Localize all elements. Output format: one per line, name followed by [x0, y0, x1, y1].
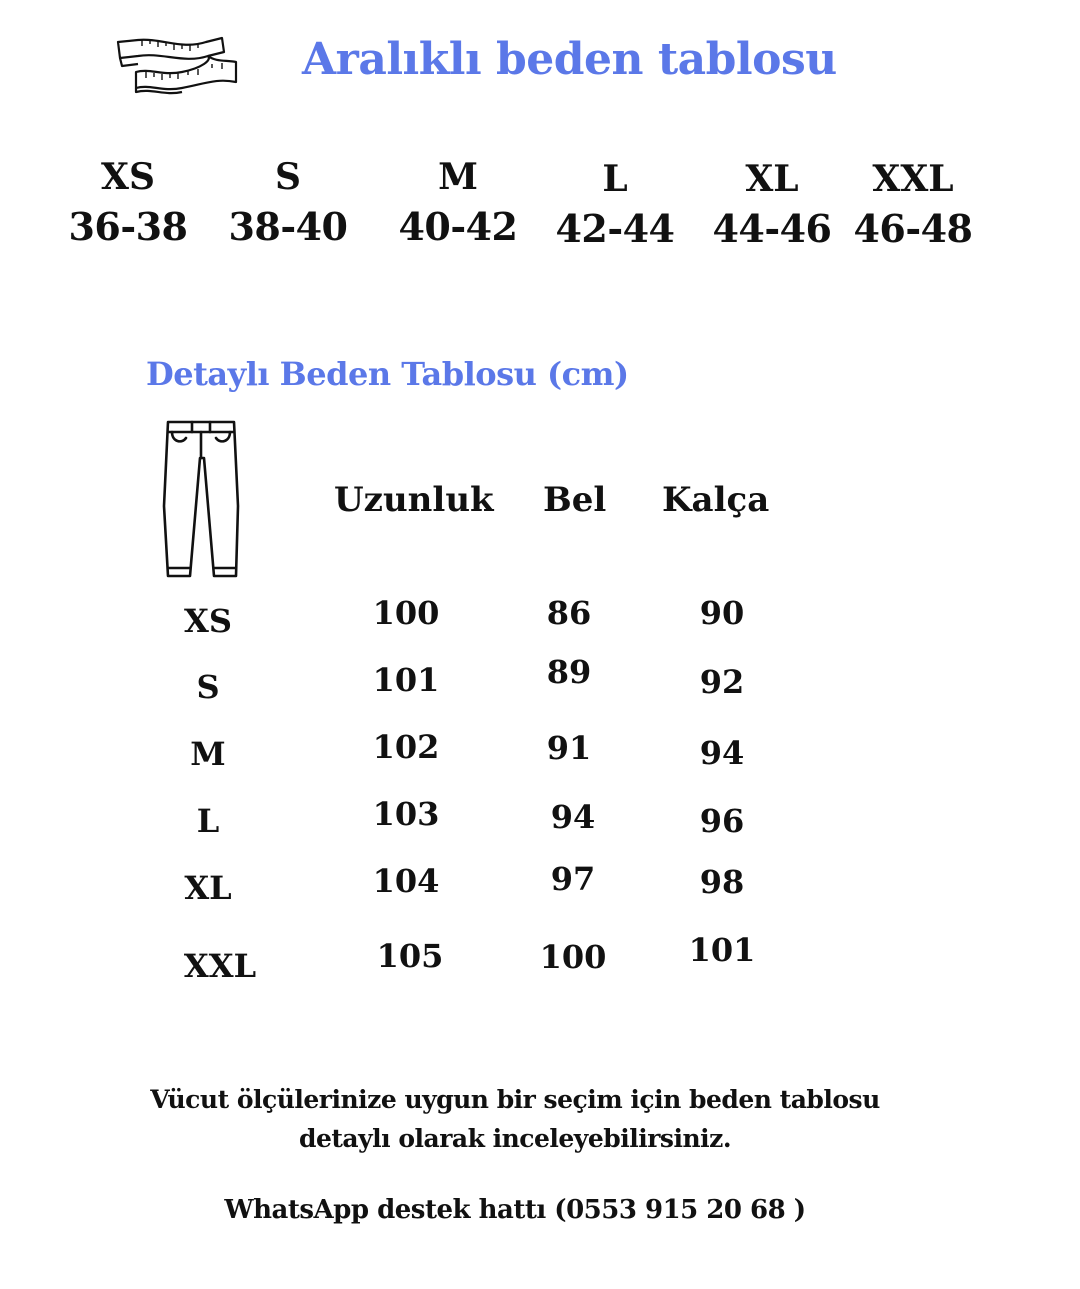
cell-kalca: 92 [699, 663, 745, 701]
size-label: XS [101, 156, 155, 198]
cell-bel: 100 [539, 938, 607, 976]
row-size-label: M [190, 735, 226, 773]
note-line-2: detaylı olarak inceleyebilirsiniz. [298, 1124, 732, 1153]
size-range: 42-44 [555, 206, 675, 251]
cell-uzunluk: 104 [372, 862, 440, 900]
size-label: M [438, 156, 478, 198]
cell-bel: 91 [546, 729, 592, 767]
cell-kalca: 90 [699, 594, 745, 632]
row-size-label: XS [184, 602, 232, 640]
size-range-item [48, 156, 208, 249]
row-size-label: L [196, 802, 220, 840]
size-range: 40-42 [398, 204, 518, 249]
cell-kalca: 94 [699, 734, 745, 772]
size-range-item [692, 158, 852, 251]
size-range: 44-46 [712, 206, 832, 251]
size-range-item [535, 158, 695, 251]
cell-kalca: 101 [688, 931, 756, 969]
size-label: S [275, 156, 301, 198]
size-range-item [833, 158, 993, 251]
cell-bel: 94 [550, 798, 596, 836]
cell-bel: 86 [546, 594, 592, 632]
note-line-1: Vücut ölçülerinize uygun bir seçim için beden tablosu [150, 1085, 880, 1114]
section-title: Detaylı Beden Tablosu (cm) [146, 355, 629, 393]
measuring-tape-icon [112, 32, 242, 96]
cell-uzunluk: 105 [376, 937, 444, 975]
size-range-item [208, 156, 368, 249]
cell-kalca: 98 [699, 863, 745, 901]
cell-bel: 89 [546, 653, 592, 691]
cell-uzunluk: 101 [372, 661, 440, 699]
pants-icon [160, 418, 242, 582]
row-size-label: S [196, 668, 220, 706]
cell-bel: 97 [550, 860, 596, 898]
size-label: XL [745, 158, 799, 200]
row-size-label: XXL [183, 947, 257, 985]
cell-kalca: 96 [699, 802, 745, 840]
cell-uzunluk: 103 [372, 795, 440, 833]
column-header-bel: Bel [543, 480, 607, 520]
row-size-label: XL [184, 869, 232, 907]
size-range: 38-40 [228, 204, 348, 249]
size-label: L [602, 158, 628, 200]
size-range: 46-48 [853, 206, 973, 251]
cell-uzunluk: 102 [372, 728, 440, 766]
size-range: 36-38 [68, 204, 188, 249]
size-range-item [378, 156, 538, 249]
size-label: XXL [872, 158, 954, 200]
page-title: Aralıklı beden tablosu [302, 34, 837, 85]
column-header-kalca: Kalça [662, 480, 770, 520]
whatsapp-support: WhatsApp destek hattı (0553 915 20 68 ) [224, 1195, 806, 1225]
cell-uzunluk: 100 [372, 594, 440, 632]
column-header-uzunluk: Uzunluk [334, 480, 494, 520]
